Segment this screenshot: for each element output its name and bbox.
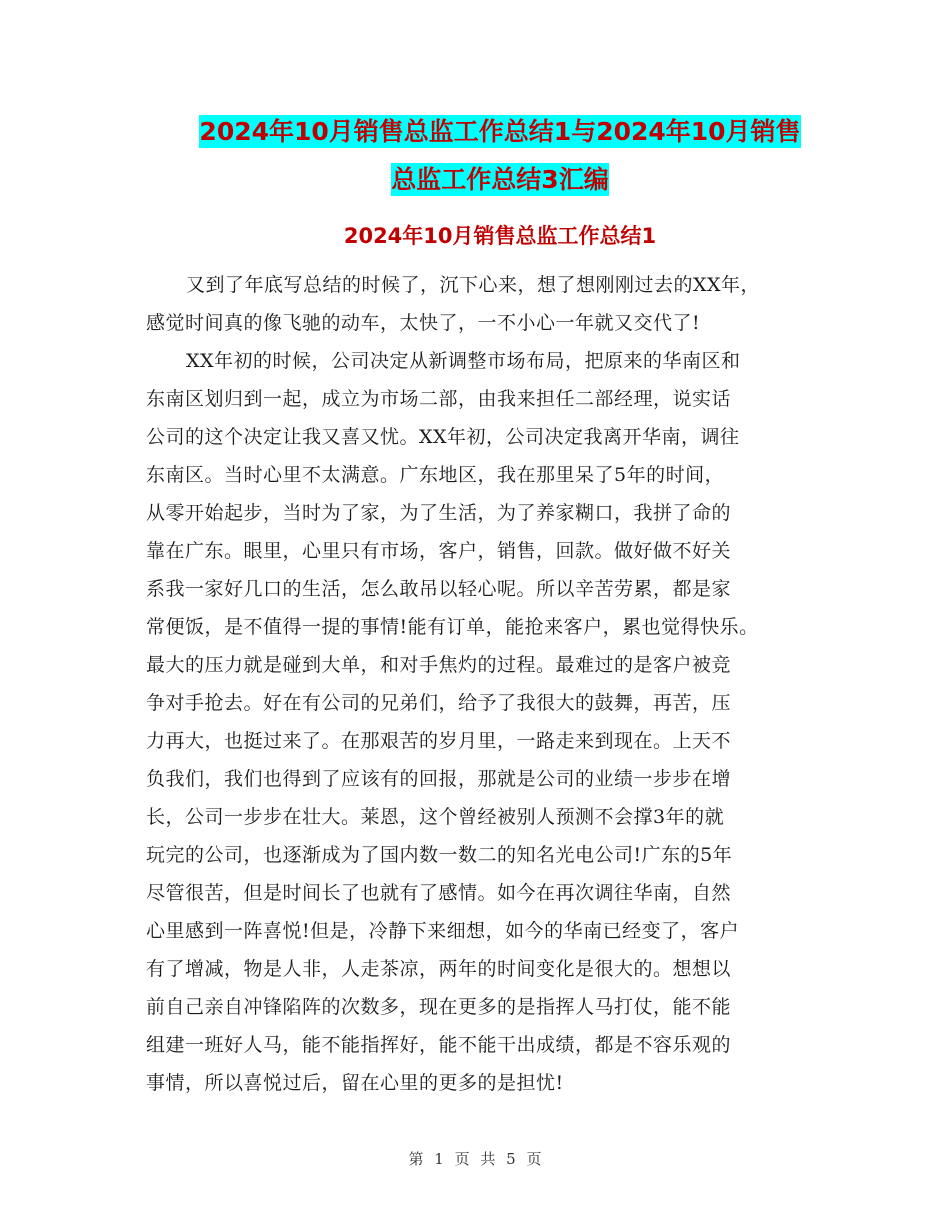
paragraph-line: 玩完的公司，也逐渐成为了国内数一数二的知名光电公司!广东的5年 bbox=[146, 844, 733, 866]
paragraph-line: 系我一家好几口的生活，怎么敢吊以轻心呢。所以辛苦劳累，都是家 bbox=[146, 578, 732, 600]
paragraph-line: 常便饭，是不值得一提的事情!能有订单，能抢来客户，累也觉得快乐。 bbox=[146, 616, 759, 638]
paragraph-line: 东南区划归到一起，成立为市场二部，由我来担任二部经理，说实话 bbox=[146, 388, 732, 410]
paragraph-line: 东南区。当时心里不太满意。广东地区，我在那里呆了5年的时间， bbox=[146, 464, 725, 486]
paragraph-line: 最大的压力就是碰到大单，和对手焦灼的过程。最难过的是客户被竞 bbox=[146, 654, 732, 676]
paragraph-line: 公司的这个决定让我又喜又忧。XX年初，公司决定我离开华南，调往 bbox=[146, 426, 740, 448]
paragraph-line: 感觉时间真的像飞驰的动车，太快了，一不小心一年就又交代了! bbox=[146, 312, 701, 334]
body-text bbox=[146, 266, 822, 1102]
paragraph-line: 有了增减，物是人非，人走茶凉，两年的时间变化是很大的。想想以 bbox=[146, 958, 732, 980]
section-heading: 2024年10月销售总监工作总结1 bbox=[343, 224, 657, 248]
paragraph-2 bbox=[146, 342, 822, 1102]
paragraph-line: 组建一班好人马，能不能指挥好，能不能干出成绩，都是不容乐观的 bbox=[146, 1034, 732, 1056]
paragraph-line: 争对手抢去。好在有公司的兄弟们，给予了我很大的鼓舞，再苦，压 bbox=[146, 692, 732, 714]
page-footer: 第 1 页 共 5 页 bbox=[408, 1150, 542, 1168]
document-title bbox=[140, 108, 860, 204]
paragraph-line: 事情，所以喜悦过后，留在心里的更多的是担忧! bbox=[146, 1072, 564, 1094]
paragraph-line: 前自己亲自冲锋陷阵的次数多，现在更多的是指挥人马打仗，能不能 bbox=[146, 996, 732, 1018]
paragraph-line: 负我们，我们也得到了应该有的回报，那就是公司的业绩一步步在增 bbox=[146, 768, 732, 790]
paragraph-line: 又到了年底写总结的时候了，沉下心来，想了想刚刚过去的XX年， bbox=[186, 274, 761, 296]
paragraph-line: 心里感到一阵喜悦!但是，冷静下来细想，如今的华南已经变了，客户 bbox=[146, 920, 740, 942]
paragraph-1 bbox=[146, 266, 822, 342]
paragraph-line: 尽管很苦，但是时间长了也就有了感情。如今在再次调往华南，自然 bbox=[146, 882, 732, 904]
paragraph-line: 力再大，也挺过来了。在那艰苦的岁月里，一路走来到现在。上天不 bbox=[146, 730, 732, 752]
paragraph-line: 从零开始起步，当时为了家，为了生活，为了养家糊口，我拼了命的 bbox=[146, 502, 732, 524]
document-title-line-2: 总监工作总结3汇编 bbox=[391, 165, 609, 194]
paragraph-line: 长，公司一步步在壮大。莱恩，这个曾经被别人预测不会撑3年的就 bbox=[146, 806, 725, 828]
paragraph-line: XX年初的时候，公司决定从新调整市场布局，把原来的华南区和 bbox=[186, 350, 741, 372]
document-title-line-1: 2024年10月销售总监工作总结1与2024年10月销售 bbox=[199, 117, 801, 146]
paragraph-line: 靠在广东。眼里，心里只有市场，客户，销售，回款。做好做不好关 bbox=[146, 540, 732, 562]
